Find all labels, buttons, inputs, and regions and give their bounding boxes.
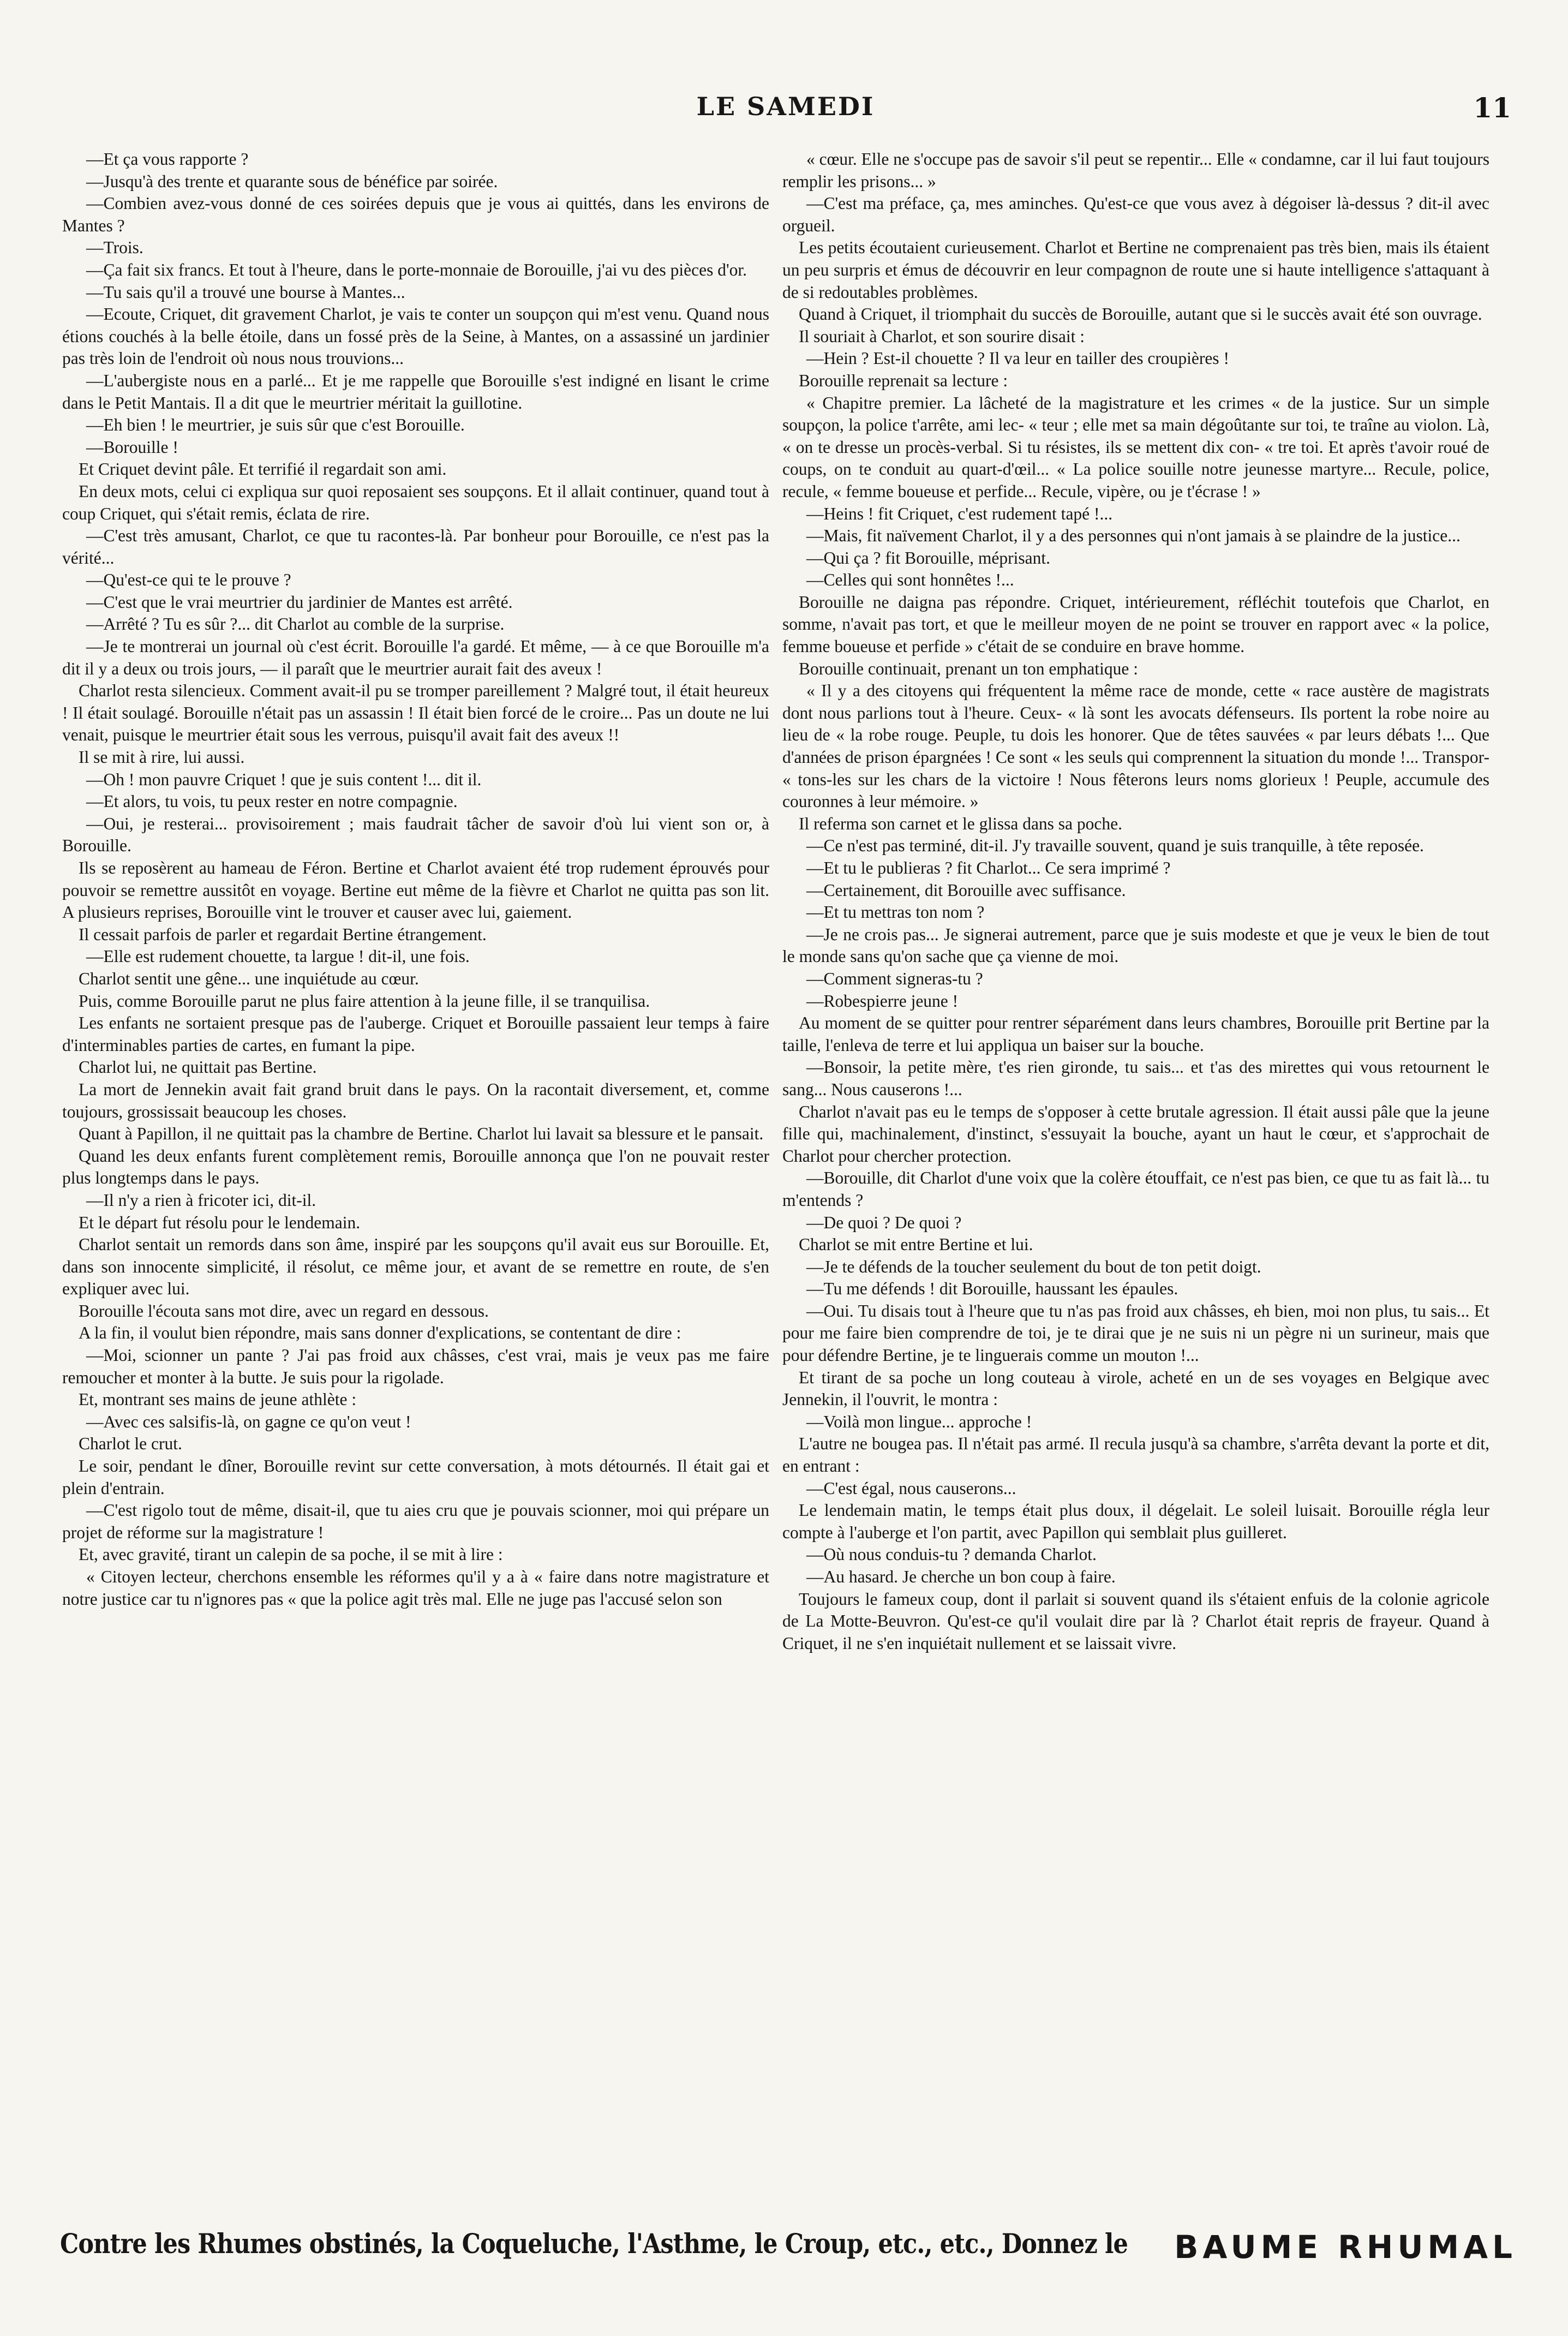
paragraph: —Voilà mon lingue... approche ! — [806, 1412, 1032, 1431]
paragraph: Il cessait parfois de parler et regardait Bertine étrangement. — [79, 924, 487, 944]
advertisement-brand: BAUME RHUMAL — [1174, 2229, 1517, 2266]
paragraph: A la fin, il voulut bien répondre, mais sans donner d'explications, se contentant de dire : — [79, 1323, 681, 1343]
paragraph: —Et ça vous rapporte ? — [86, 150, 249, 169]
paragraph: Les petits écoutaient curieusement. Charlot et Bertine ne comprenaient pas très bien, mais ils étaient un peu surpris et émus de découvrir en leur compagnon de route une si haute intelligence s'attaquant à de si redoutables problèmes. — [782, 238, 1489, 302]
paragraph: —Heins ! fit Criquet, c'est rudement tapé !... — [806, 504, 1113, 523]
right-column — [782, 148, 1489, 2216]
paragraph: —Robespierre jeune ! — [806, 991, 959, 1011]
paragraph: Les enfants ne sortaient presque pas de l'auberge. Criquet et Borouille passaient leur temps à faire d'interminables parties de cartes, en fumant la pipe. — [62, 1013, 769, 1055]
paragraph: —Borouille ! — [86, 437, 178, 457]
paragraph: Borouille ne daigna pas répondre. Criquet, intérieurement, réfléchit toutefois que Charlot, en somme, n'avait pas tort, et que le meilleur moyen de ne point se trouver en rapport avec « la police, femme boueuse et perfide » c'était de se conduire en brave homme. — [782, 592, 1489, 656]
paragraph: —De quoi ? De quoi ? — [806, 1212, 962, 1232]
paragraph: Toujours le fameux coup, dont il parlait si souvent quand ils s'étaient enfuis de la colonie agricole de La Motte-Beuvron. Qu'est-ce qu'il voulait dire par là ? Charlot était repris de frayeur. Quand à Criquet, il ne s'en inquiétait nullement et se laissait vivre. — [782, 1589, 1489, 1653]
paragraph: —Qui ça ? fit Borouille, méprisant. — [806, 548, 1051, 567]
paragraph: —Jusqu'à des trente et quarante sous de bénéfice par soirée. — [86, 171, 498, 191]
paragraph: —Elle est rudement chouette, ta largue ! dit-il, une fois. — [86, 947, 470, 966]
paragraph: Charlot sentait un remords dans son âme, inspiré par les soupçons qu'il avait eus sur Borouille. Et, dans son innocente simplicité, il résolut, ce même jour, et avant de se remettre en route, de s'en expliquer avec lui. — [62, 1235, 769, 1299]
paragraph: —Celles qui sont honnêtes !... — [806, 570, 1014, 590]
paragraph: Quant à Papillon, il ne quittait pas la chambre de Bertine. Charlot lui lavait sa blessure et le pansait. — [79, 1124, 764, 1144]
paragraph: —Je ne crois pas... Je signerai autrement, parce que je suis modeste et que je veux le bien de tout le monde sans qu'on sache que ça vienne de moi. — [782, 924, 1489, 966]
paragraph: La mort de Jennekin avait fait grand bruit dans le pays. On la racontait diversement, et, comme toujours, grossissait beaucoup les choses. — [62, 1079, 769, 1121]
paragraph: —Mais, fit naïvement Charlot, il y a des personnes qui n'ont jamais à se plaindre de la justice... — [806, 526, 1461, 546]
paragraph: Et le départ fut résolu pour le lendemain. — [79, 1212, 361, 1232]
paragraph: « Il y a des citoyens qui fréquentent la même race de monde, cette « race austère de magistrats dont nous parlions tout à l'heure. Ceux- « là sont les avocats défenseurs. Ils portent la robe noire au lieu de « la robe rouge. Peuple, tu dois les honorer. Que de têtes sauvées « par leurs débats !... Que d'années de prison épargnées ! Ce sont « les seuls qui comprennent la situation du monde !... Transpor- « tons-les sur les chars de la victoire ! Nous fêterons leurs noms glorieux ! Peuple, accumule des couronnes à leur mémoire. » — [782, 681, 1489, 811]
paragraph: —Tu me défends ! dit Borouille, haussant les épaules. — [806, 1279, 1178, 1299]
paragraph: —Et tu le publieras ? fit Charlot... Ce sera imprimé ? — [806, 858, 1171, 877]
paragraph: Borouille continuait, prenant un ton emphatique : — [799, 659, 1138, 678]
paragraph: —Je te montrerai un journal où c'est écrit. Borouille l'a gardé. Et même, — à ce que Borouille m'a dit il y a deux ou trois jours, — il paraît que le meurtrier aurait fait des aveux ! — [62, 637, 769, 678]
paragraph: —Oh ! mon pauvre Criquet ! que je suis content !... dit il. — [86, 769, 482, 789]
paragraph: « Chapitre premier. La lâcheté de la magistrature et les crimes « de la justice. Sur un simple soupçon, la police t'arrête, ami lec- « teur ; elle met sa main dégoûtante sur toi, te traîne au violon. Là, « on te dresse un procès-verbal. Si tu résistes, ils se mettent dix con- « tre toi. Et après t'avoir roué de coups, on te conduit au quart-d'œil... « La police souille notre jeunesse martyre... Recule, police, recule, « femme boueuse et perfide... Recule, vipère, ou je t'écrase ! » — [782, 393, 1489, 501]
paragraph: Il se mit à rire, lui aussi. — [79, 748, 245, 767]
advertisement-banner — [60, 2227, 1522, 2271]
paragraph: —Oui. Tu disais tout à l'heure que tu n'as pas froid aux châsses, eh bien, moi non plus, tu sais... Et pour me faire bien comprendre de toi, je te dirai que je ne suis ni un pègre ni un surineur, mais que pour défendre Bertine, je te linguerais comme un mouton !... — [782, 1301, 1489, 1365]
paragraph: —Je te défends de la toucher seulement du bout de ton petit doigt. — [806, 1257, 1261, 1276]
paragraph: —L'aubergiste nous en a parlé... Et je me rappelle que Borouille s'est indigné en lisant le crime dans le Petit Mantais. Il a dit que le meurtrier méritait la guillotine. — [62, 371, 769, 413]
paragraph: Et, avec gravité, tirant un calepin de sa poche, il se mit à lire : — [79, 1545, 503, 1564]
paragraph: —Au hasard. Je cherche un bon coup à faire. — [806, 1567, 1116, 1586]
paragraph: —Et tu mettras ton nom ? — [806, 903, 985, 922]
paragraph: —Où nous conduis-tu ? demanda Charlot. — [806, 1545, 1097, 1564]
advertisement-text: Contre les Rhumes obstinés, la Coqueluche, l'Asthme, le Croup, etc., etc., Donnez le — [60, 2227, 1128, 2260]
paragraph: Il referma son carnet et le glissa dans sa poche. — [799, 814, 1123, 833]
page-number: 11 — [1473, 92, 1511, 124]
paragraph: Charlot resta silencieux. Comment avait-il pu se tromper pareillement ? Malgré tout, il était heureux ! Il était soulagé. Borouille n'était pas un assassin ! Il était bien forcé de le croire... Pas un doute ne lui venait, puisque le meurtrier était sous les verrous, puisqu'il avait fait des aveux !! — [62, 681, 769, 745]
paragraph: —Comment signeras-tu ? — [806, 969, 983, 988]
paragraph: Quand les deux enfants furent complètement remis, Borouille annonça que l'on ne pouvait rester plus longtemps dans le pays. — [62, 1146, 769, 1188]
paragraph: Et tirant de sa poche un long couteau à virole, acheté en un de ses voyages en Belgique avec Jennekin, il l'ouvrit, le montra : — [782, 1367, 1489, 1409]
paragraph: —C'est très amusant, Charlot, ce que tu racontes-là. Par bonheur pour Borouille, ce n'est pas la vérité... — [62, 526, 769, 567]
publication-title: LE SAMEDI — [696, 92, 875, 121]
page-header — [60, 92, 1511, 130]
paragraph: Charlot le crut. — [79, 1434, 182, 1454]
paragraph: —Borouille, dit Charlot d'une voix que la colère étouffait, ce n'est pas bien, ce que tu as fait là... tu m'entends ? — [782, 1168, 1489, 1210]
paragraph: Et, montrant ses mains de jeune athlète : — [79, 1390, 357, 1409]
paragraph: Le soir, pendant le dîner, Borouille revint sur cette conversation, à mots détournés. Il était gai et plein d'entrain. — [62, 1456, 769, 1498]
paragraph: Ils se reposèrent au hameau de Féron. Bertine et Charlot avaient été trop rudement éprouvés pour pouvoir se remettre aussitôt en voyage. Bertine eut même de la fièvre et Charlot ne quitta pas son lit. A plusieurs reprises, Borouille vint le trouver et causer avec lui, gaiement. — [62, 858, 769, 922]
paragraph: —C'est égal, nous causerons... — [806, 1478, 1016, 1498]
paragraph: —Bonsoir, la petite mère, t'es rien gironde, tu sais... et t'as des mirettes qui vous retournent le sang... Nous causerons !... — [782, 1058, 1489, 1099]
paragraph: Charlot lui, ne quittait pas Bertine. — [79, 1058, 317, 1077]
paragraph: —Trois. — [86, 238, 143, 258]
paragraph: —Ecoute, Criquet, dit gravement Charlot, je vais te conter un soupçon qui m'est venu. Quand nous étions couchés à la belle étoile, dans un fossé près de la Seine, à Mantes, on a assassiné un jardinier pas très loin de l'endroit où nous nous trouvions... — [62, 304, 769, 368]
paragraph: Charlot sentit une gêne... une inquiétude au cœur. — [79, 969, 419, 988]
paragraph: « cœur. Elle ne s'occupe pas de savoir s'il peut se repentir... Elle « condamne, car il lui faut toujours remplir les prisons... » — [782, 150, 1489, 191]
paragraph: —Eh bien ! le meurtrier, je suis sûr que c'est Borouille. — [86, 415, 465, 435]
paragraph: Charlot n'avait pas eu le temps de s'opposer à cette brutale agression. Il était aussi pâle que la jeune fille qui, machinalement, d'instinct, s'essuyait la bouche, ayant un haut le cœur, et s'approchait de Charlot pour chercher protection. — [782, 1102, 1489, 1166]
paragraph: —Certainement, dit Borouille avec suffisance. — [806, 880, 1126, 900]
paragraph: —Ce n'est pas terminé, dit-il. J'y travaille souvent, quand je suis tranquille, à tête reposée. — [806, 836, 1424, 856]
paragraph: Puis, comme Borouille parut ne plus faire attention à la jeune fille, il se tranquilisa. — [79, 991, 650, 1011]
paragraph: Il souriait à Charlot, et son sourire disait : — [799, 326, 1085, 346]
paragraph: —Tu sais qu'il a trouvé une bourse à Mantes... — [86, 282, 405, 302]
paragraph: —Moi, scionner un pante ? J'ai pas froid aux châsses, c'est vrai, mais je veux pas me faire remoucher et monter à la butte. Je suis pour la rigolade. — [62, 1346, 769, 1387]
paragraph: Borouille reprenait sa lecture : — [799, 371, 1008, 390]
paragraph: Borouille l'écouta sans mot dire, avec un regard en dessous. — [79, 1301, 489, 1321]
paragraph: « Citoyen lecteur, cherchons ensemble les réformes qu'il y a à « faire dans notre magistrature et notre justice car tu n'ignores pas « que la police agit très mal. Elle ne juge pas l'accusé selon son — [62, 1567, 769, 1609]
paragraph: —Ça fait six francs. Et tout à l'heure, dans le porte-monnaie de Borouille, j'ai vu des pièces d'or. — [86, 260, 747, 279]
paragraph: —C'est rigolo tout de même, disait-il, que tu aies cru que je pouvais scionner, moi qui prépare un projet de réforme sur la magistrature ! — [62, 1501, 769, 1542]
paragraph: —Il n'y a rien à fricoter ici, dit-il. — [86, 1190, 316, 1210]
paragraph: —Combien avez-vous donné de ces soirées depuis que je vous ai quittés, dans les environs de Mantes ? — [62, 194, 769, 235]
paragraph: L'autre ne bougea pas. Il n'était pas armé. Il recula jusqu'à sa chambre, s'arrêta devant la porte et dit, en entrant : — [782, 1434, 1489, 1476]
paragraph: Et Criquet devint pâle. Et terrifié il regardait son ami. — [79, 459, 447, 479]
paragraph: Charlot se mit entre Bertine et lui. — [799, 1235, 1033, 1254]
paragraph: —Avec ces salsifis-là, on gagne ce qu'on veut ! — [86, 1412, 411, 1431]
paragraph: —Oui, je resterai... provisoirement ; mais faudrait tâcher de savoir d'où lui vient son or, à Borouille. — [62, 814, 769, 856]
paragraph: Quand à Criquet, il triomphait du succès de Borouille, autant que si le succès avait été son ouvrage. — [799, 304, 1482, 324]
paragraph: —Et alors, tu vois, tu peux rester en notre compagnie. — [86, 792, 458, 811]
paragraph: En deux mots, celui ci expliqua sur quoi reposaient ses soupçons. Et il allait continuer, quand tout à coup Criquet, qui s'était remis, éclata de rire. — [62, 481, 769, 523]
paragraph: —Arrêté ? Tu es sûr ?... dit Charlot au comble de la surprise. — [86, 614, 505, 634]
paragraph: —C'est que le vrai meurtrier du jardinier de Mantes est arrêté. — [86, 592, 513, 612]
paragraph: —C'est ma préface, ça, mes aminches. Qu'est-ce que vous avez à dégoiser là-dessus ? dit-il avec orgueil. — [782, 194, 1489, 235]
paragraph: Le lendemain matin, le temps était plus doux, il dégelait. Le soleil luisait. Borouille régla leur compte à l'auberge et l'on partit, avec Papillon qui semblait plus guilleret. — [782, 1501, 1489, 1542]
left-column — [62, 148, 769, 2216]
paragraph: —Qu'est-ce qui te le prouve ? — [86, 570, 291, 590]
paragraph: —Hein ? Est-il chouette ? Il va leur en tailler des croupières ! — [806, 349, 1229, 368]
paragraph: Au moment de se quitter pour rentrer séparément dans leurs chambres, Borouille prit Bertine par la taille, l'enleva de terre et lui appliqua un baiser sur la bouche. — [782, 1013, 1489, 1055]
